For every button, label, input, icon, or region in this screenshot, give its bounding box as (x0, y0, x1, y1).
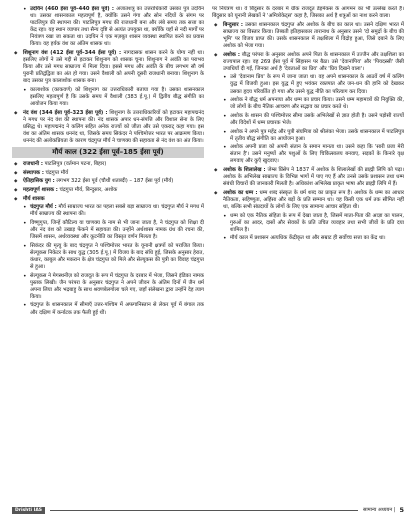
footer-subject: सामान्य अध्ययन (362, 507, 393, 513)
page-number: 5 (399, 506, 404, 514)
bindusara-paragraph: ◆ बिन्दुसार : उसका शासनकाल चंद्रगुप्त और अशोक के बीच का काल था। उसने दक्षिण भारत में साम्राज्य का विस्तार किया। तिब्बती इतिहासकार तारानाथ के अनुसार उसने 'दो समुद्रों के बीच की भूमि' पर विजय प्राप्त की। उसके शासनकाल में तक्षशिला में विद्रोह हुआ, जिसे दबाने के लिए अशोक को भेजा गया। (212, 22, 404, 50)
nanda-text: शिशुनाग के उत्तराधिकारियों को हटाकर महापद्मनंद ने मगध पर नंद वंश की स्थापना की। नंद शासक अपार धन-संपत्ति और विशाल सेना के लिए प्रसिद्ध थे। महापद्मनंद ने कलिंग सहित अनेक राज्यों को जीता और उसे एकराट् कहा गया। इस वंश का अंतिम शासक धननंद था, जिसके समय सिकंदर ने पश्चिमोत्तर भारत पर आक्रमण किया। धननंद की अलोकप्रियता के कारण चंद्रगुप्त मौर्य ने चाणक्य की सहायता से नंद वंश का अंत किया। (23, 109, 204, 145)
kalashoka-text: कालाशोक (काकवर्ण) को शिशुनाग का उत्तराधिकारी बताया गया है। उसका शासनकाल इसलिए महत्वपूर्ण है कि उसके समय में वैशाली (383 ई.पू.) में द्वितीय बौद्ध संगीति का आयोजन किया गया। (30, 87, 204, 108)
fact-item: ◆ ऐतिहासिक युग : लगभग 322 ईसा पूर्व (चौथी शताब्दी) – 187 ईसा पूर्व (मौर्य) (12, 178, 204, 185)
udayin-paragraph (12, 6, 204, 49)
list-item: • चंद्रगुप्त के शासनकाल में सीमाएँ उत्तर-पश्चिम में अफगानिस्तान से लेकर पूर्व में बंगाल तक और दक्षिण में कर्नाटक तक फैली हुई थीं। (12, 302, 204, 316)
dhamma-paragraph: ◆ अशोक का धम्म : धम्म शब्द संस्कृत के धर्म शब्द का प्राकृत रूप है। अशोक के धम्म का आधार नैतिकता, सहिष्णुता, अहिंसा और बड़ों के प्रति सम्मान था। यह किसी एक धर्म तक सीमित नहीं था, बल्कि सभी संप्रदायों के लोगों के लिए एक सामान्य आचार संहिता थी। (212, 190, 404, 211)
udayin-heading: उदयिन (460 ईसा पूर्व–440 ईसा पूर्व) : (30, 6, 114, 12)
columns (12, 6, 404, 498)
footer-divider (50, 510, 358, 511)
chandragupta-paragraph: • चंद्रगुप्त मौर्य : मौर्य साम्राज्य भारत का पहला सबसे बड़ा साम्राज्य था। चंद्रगुप्त मौर्य ने मगध में मौर्य साम्राज्य की स्थापना की। (12, 204, 204, 218)
list-item: • अशोक अपनी प्रजा को अपनी संतान के समान मानता था। उसने कहा कि 'सारी प्रजा मेरी संतान है'। उसने मनुष्यों और पशुओं के लिए चिकित्सालय बनवाए, सड़कों के किनारे वृक्ष लगवाए और कुएँ खुदवाए। (212, 144, 404, 165)
nanda-paragraph (12, 110, 204, 145)
list-item: • अशोक के शासन की पश्चिमोत्तर सीमा उसके अभिलेखों से ज्ञात होती है। उसने पड़ोसी राज्यों और विदेशों में धम्म प्रचारक भेजे। (212, 113, 404, 127)
ashoka-heading: अशोक : (223, 51, 240, 58)
page-footer (12, 504, 404, 516)
inscriptions-heading: अशोक के शिलालेख : (223, 166, 266, 173)
list-item: • सिकंदर की मृत्यु के बाद चंद्रगुप्त ने पश्चिमोत्तर भारत के यूनानी क्षत्रपों को पराजित किया। सेल्यूकस निकेटर के साथ युद्ध (305 ई.पू.) में विजय के बाद संधि हुई, जिसके अनुसार हेरात, कंधार, काबुल और मकरान के क्षेत्र चंद्रगुप्त को मिले और सेल्यूकस की पुत्री का विवाह चंद्रगुप्त से हुआ। (12, 243, 204, 271)
shishunaga-paragraph (12, 50, 204, 85)
list-item: • विष्णुगुप्त, जिन्हें कौटिल्य या चाणक्य के नाम से भी जाना जाता है, ने चंद्रगुप्त को शिक्षा दी और नंद वंश को उखाड़ फेंकने में सहायता की। उन्होंने अर्थशास्त्र नामक ग्रंथ की रचना की, जिसमें शासन, अर्थव्यवस्था और कूटनीति का विस्तृत वर्णन मिलता है। (12, 220, 204, 241)
shishunaga-heading: शिशुनाग वंश (412 ईसा पूर्व–344 ईसा पूर्व) : (23, 50, 122, 57)
list-item: • मौर्य काल में प्रशासन अत्यधिक केंद्रीकृत था और सम्राट ही सर्वोच्च सत्ता का केंद्र था। (212, 235, 404, 242)
list-item: • उसे 'देवानाम प्रिय' के रूप में जाना जाता था। वह अपने शासनकाल के आठवें वर्ष में कलिंग युद्ध में विजयी हुआ। इस युद्ध में हुए भयंकर रक्तपात और जन-धन की हानि को देखकर उसका हृदय परिवर्तित हो गया और उसने युद्ध नीति का परित्याग कर दिया। (212, 74, 404, 95)
footer-separator: | (392, 507, 396, 513)
section-title-maurya: मौर्य काल (322 ईसा पूर्व–185 ईसा पूर्व) (12, 147, 204, 158)
right-column (212, 6, 404, 498)
shishunaga-text: नागदासक शासन करने के योग्य नहीं था। इसलिए लोगों ने उसे गद्दी से हटाकर शिशुनाग को शासक चुना। शिशुनाग ने अवंति का पराभव किया और उसे मगध साम्राज्य में मिला दिया। इससे मगध और अवंति के बीच लगभग सौ वर्ष पुरानी प्रतिद्वंद्विता का अंत हो गया। उसने वैशाली को अपनी दूसरी राजधानी बनाया। शिशुनाग के बाद उसका पुत्र कालाशोक शासक बना। (23, 50, 204, 85)
list-item: • धम्म को एक नैतिक संहिता के रूप में देखा जाता है, जिसमें माता-पिता की आज्ञा का पालन, गुरुओं का आदर, दासों और सेवकों के प्रति उचित व्यवहार तथा सभी जीवों के प्रति दया शामिल है। (212, 213, 404, 234)
fact-item: ◆ संस्थापक : चंद्रगुप्त मौर्य (12, 170, 204, 177)
list-item: • अशोक ने अपने पुत्र महेंद्र और पुत्री संघमित्रा को श्रीलंका भेजा। उसके शासनकाल में पाटलिपुत्र में तृतीय बौद्ध संगीति का आयोजन हुआ। (212, 129, 404, 143)
udayin-text: अजातशत्रु का उत्तराधिकारी उसका पुत्र उदयिन था। उसका शासनकाल महत्वपूर्ण है, क्योंकि उसने गंगा और सोन नदियों के संगम पर पाटलिपुत्र की स्थापना की। पाटलिपुत्र मगध की राजधानी बना और लंबे समय तक सत्ता का केंद्र रहा। यह स्थान व्यापार तथा सैन्य दृष्टि से अत्यंत उपयुक्त था, क्योंकि यहाँ से नदी मार्गों पर नियंत्रण रखा जा सकता था। उदयिन ने एक मज़बूत शासन व्यवस्था स्थापित करने का प्रयास किया। वह हर्यक वंश का अंतिम शासक था। (30, 6, 204, 48)
inscriptions-paragraph: ◆ अशोक के शिलालेख : जेम्स प्रिंसेप ने 1837 में अशोक के शिलालेखों की ब्राह्मी लिपि को पढ़ा। अशोक के अभिलेख साम्राज्य के विभिन्न भागों में पाए गए हैं और उनसे उसके प्रशासन तथा धम्म संबंधी विचारों की जानकारी मिलती है। अधिकांश अभिलेख प्राकृत भाषा और ब्राह्मी लिपि में हैं। (212, 167, 404, 188)
bindusara-heading: बिन्दुसार : (223, 21, 243, 28)
intro-paragraph: पर नियंत्रण था। वे बिंदुसार के दरबार में ग्रीक राजदूत डेइमेकस के आगमन का भी उल्लेख करते हैं। बिंदुसार को यूनानी लेखकों ने 'अमित्रोकेट्स' कहा है, जिसका अर्थ है शत्रुओं का नाश करने वाला। (212, 6, 404, 20)
nanda-heading: नंद वंश (344 ईसा पूर्व–323 ईसा पूर्व) : (23, 109, 108, 116)
ashoka-paragraph: ◆ अशोक : बौद्ध परंपरा के अनुसार अशोक अपने पिता के शासनकाल में उज्जैन और तक्षशिला का राज्यपाल रहा। वह 269 ईसा पूर्व में सिंहासन पर बैठा। उसे 'देवानांपिय' और 'पियदस्सी' जैसी उपाधियाँ दी गईं, जिनका अर्थ है 'देवताओं का प्रिय' और 'प्रिय दिखने वाला'। (212, 52, 404, 73)
left-column (12, 6, 204, 498)
fact-item: ◆ महत्वपूर्ण शासक : चंद्रगुप्त मौर्य, बिन्दुसार, अशोक (12, 187, 204, 194)
list-item: • सेल्यूकस ने मेगस्थनीज़ को राजदूत के रूप में चंद्रगुप्त के दरबार में भेजा, जिसने इंडिका नामक पुस्तक लिखी। जैन परंपरा के अनुसार चंद्रगुप्त ने अपने जीवन के अंतिम दिनों में जैन धर्म अपना लिया और भद्रबाहु के साथ श्रवणबेलगोला चले गए, जहाँ संलेखना द्वारा उन्होंने देह त्याग किया। (12, 273, 204, 301)
fact-item: ◆ मौर्य शासक (12, 196, 204, 203)
fact-item: ◆ राजधानी : पाटलिपुत्र (वर्तमान पटना, बिहार) (12, 161, 204, 168)
chandragupta-heading: चंद्रगुप्त मौर्य : (30, 204, 57, 211)
dhamma-heading: अशोक का धम्म : (223, 189, 258, 196)
publisher-logo: Drishti IAS (12, 507, 45, 514)
list-item: • अशोक ने बौद्ध धर्म अपनाया और धम्म का प्रचार किया। उसने धम्म महामात्रों की नियुक्ति की, जो लोगों के बीच नैतिक आचरण और सद्भाव का प्रचार करते थे। (212, 97, 404, 111)
kalashoka-paragraph (12, 87, 204, 108)
